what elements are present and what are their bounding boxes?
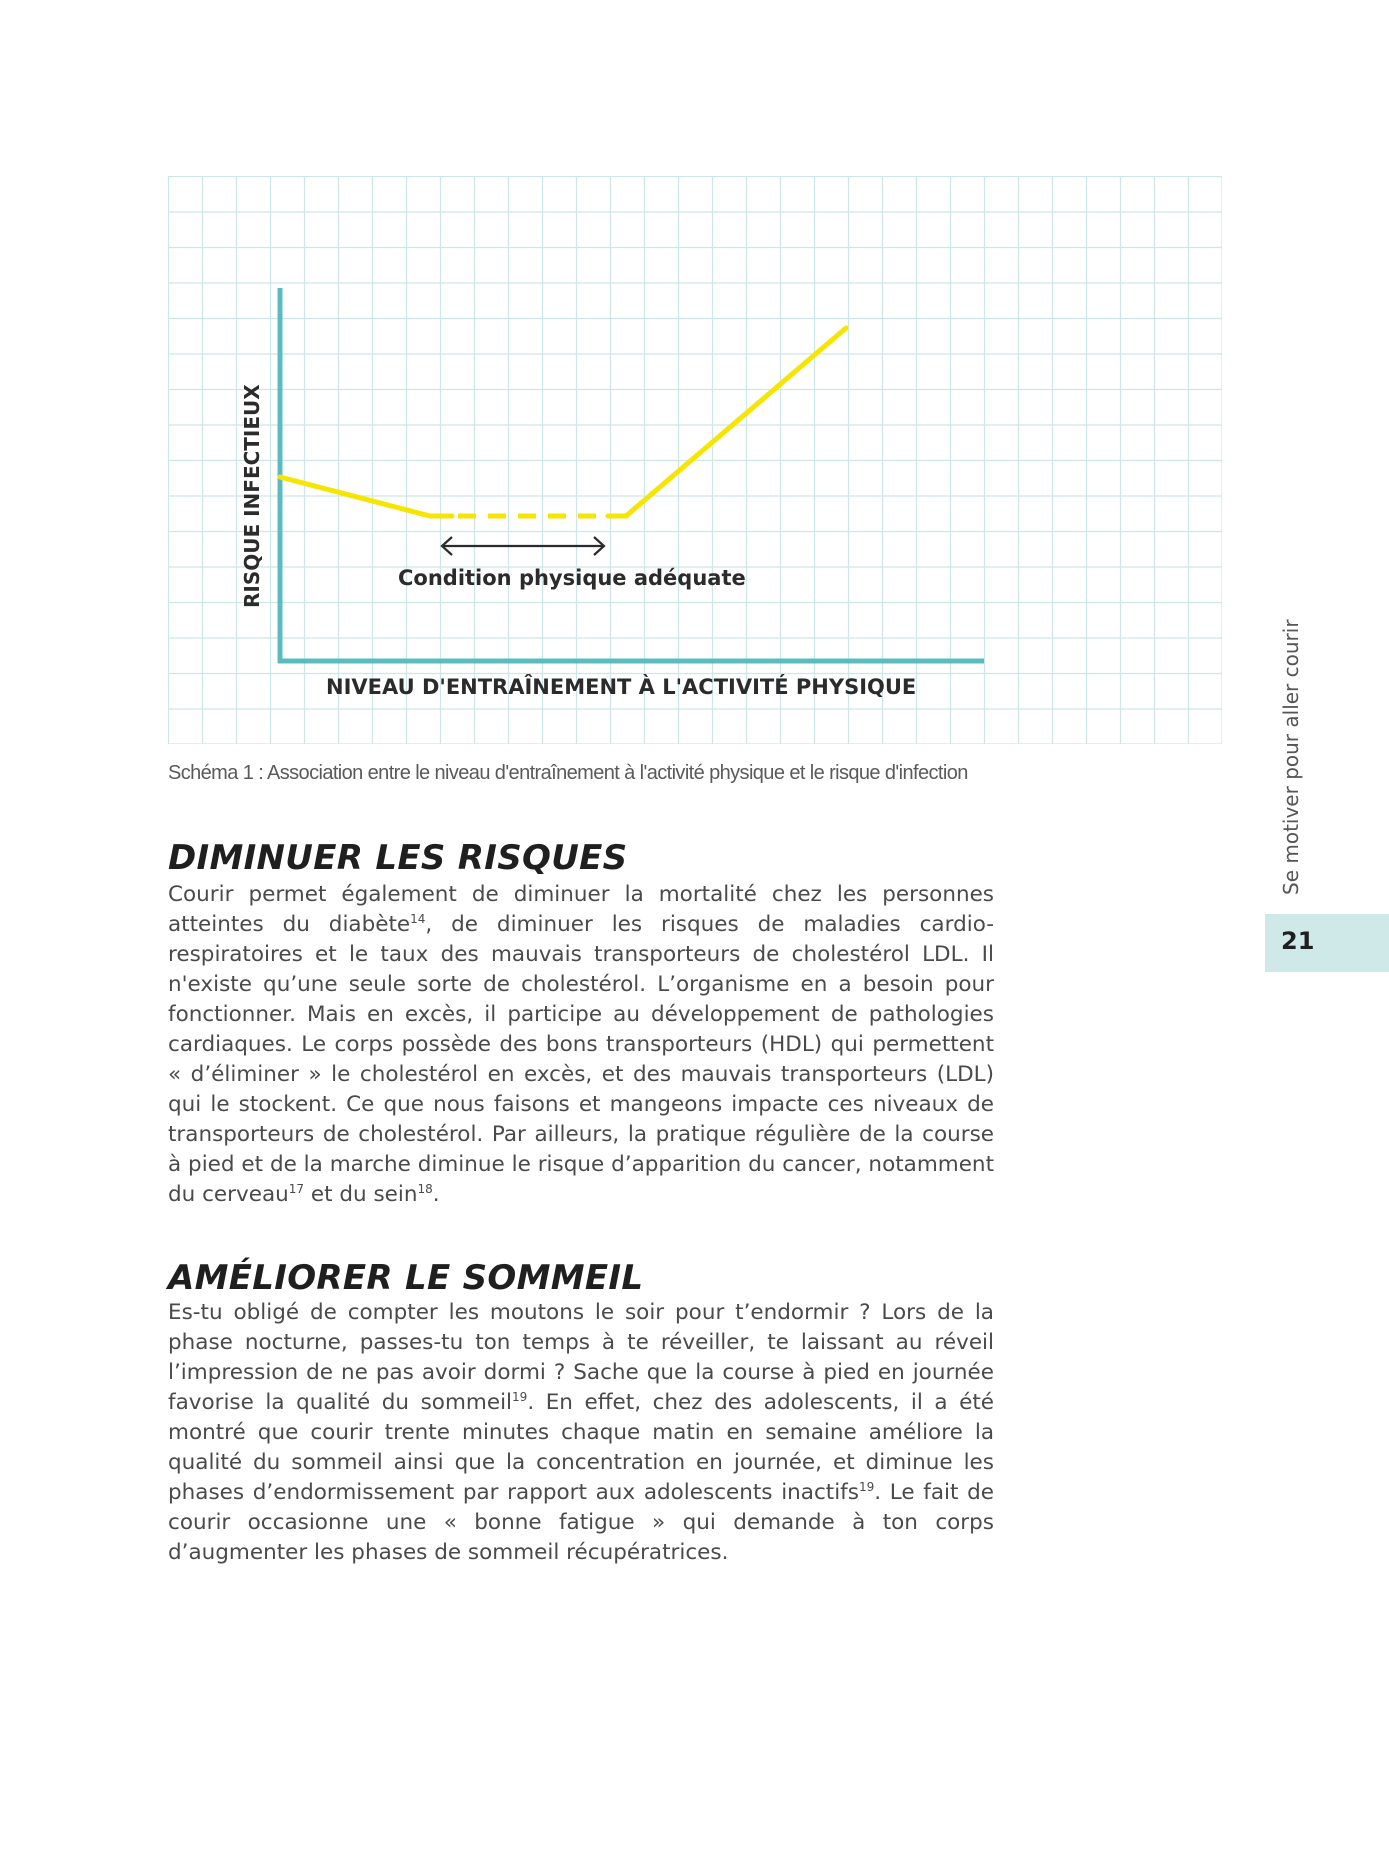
running-head: Se motiver pour aller courir (1279, 619, 1303, 895)
figure-caption: Schéma 1 : Association entre le niveau d'entraînement à l'activité physique et le risque d'infection (168, 762, 968, 784)
x-axis-label: NIVEAU D'ENTRAÎNEMENT À L'ACTIVITÉ PHYSIQUE (326, 675, 917, 699)
adequate-range-arrow (442, 537, 604, 555)
schema-svg (168, 176, 1222, 744)
section-body-sleep: Es-tu obligé de compter les moutons le soir pour t’endormir ? Lors de la phase nocturne, passes-tu ton temps à te réveiller, te laissant au réveil l’impression de ne pas avoir dormi ? Sache que la course à pied en journée favorise la qualité du sommeil$^{19}$. En effet, chez des adolescents, il a été montré que courir trente minutes chaque matin en semaine améliore la qualité du sommeil ainsi que la concentration en journée, et diminue les phases d’endormissement par rapport aux adolescents inactifs$^{19}$. Le fait de courir occasionne une « bonne fatigue » qui demande à ton corps d’augmenter les phases de sommeil récupératrices. (168, 1300, 994, 1565)
footnote-ref: 18 (417, 1182, 433, 1196)
page-number-tab (1265, 914, 1389, 972)
footnote-ref: 14 (410, 912, 426, 926)
y-axis-label: RISQUE INFECTIEUX (240, 384, 264, 608)
schema-figure (168, 176, 1222, 744)
risk-curve-right (608, 328, 846, 516)
section-heading-sleep: AMÉLIORER LE SOMMEIL (168, 1258, 644, 1298)
footnote-ref: 19 (512, 1390, 528, 1404)
section-body-risks: Courir permet également de diminuer la mortalité chez les personnes atteintes du diabète$^{14}$, de diminuer les risques de maladies cardio-respiratoires et le taux des mauvais transporteurs de cholestérol LDL. Il n'existe qu’une seule sorte de cholestérol. L’organisme en a besoin pour fonctionner. Mais en excès, il participe au développement de pathologies cardiaques. Le corps possède des bons transporteurs (HDL) qui permettent « d’éliminer » le cholestérol en excès, et des mauvais transporteurs (LDL) qui le stockent. Ce que nous faisons et mangeons impacte ces niveaux de transporteurs de cholestérol. Par ailleurs, la pratique régulière de la course à pied et de la marche diminue le risque d’apparition du cancer, notamment du cerveau$^{17}$ et du sein$^{18}$. (168, 882, 995, 1207)
annotation-label: Condition physique adéquate (398, 566, 746, 590)
page-number: 21 (1281, 927, 1315, 955)
footnote-ref: 19 (858, 1480, 875, 1494)
footnote-ref: 17 (288, 1182, 305, 1196)
section-heading-risks: DIMINUER LES RISQUES (168, 838, 628, 878)
